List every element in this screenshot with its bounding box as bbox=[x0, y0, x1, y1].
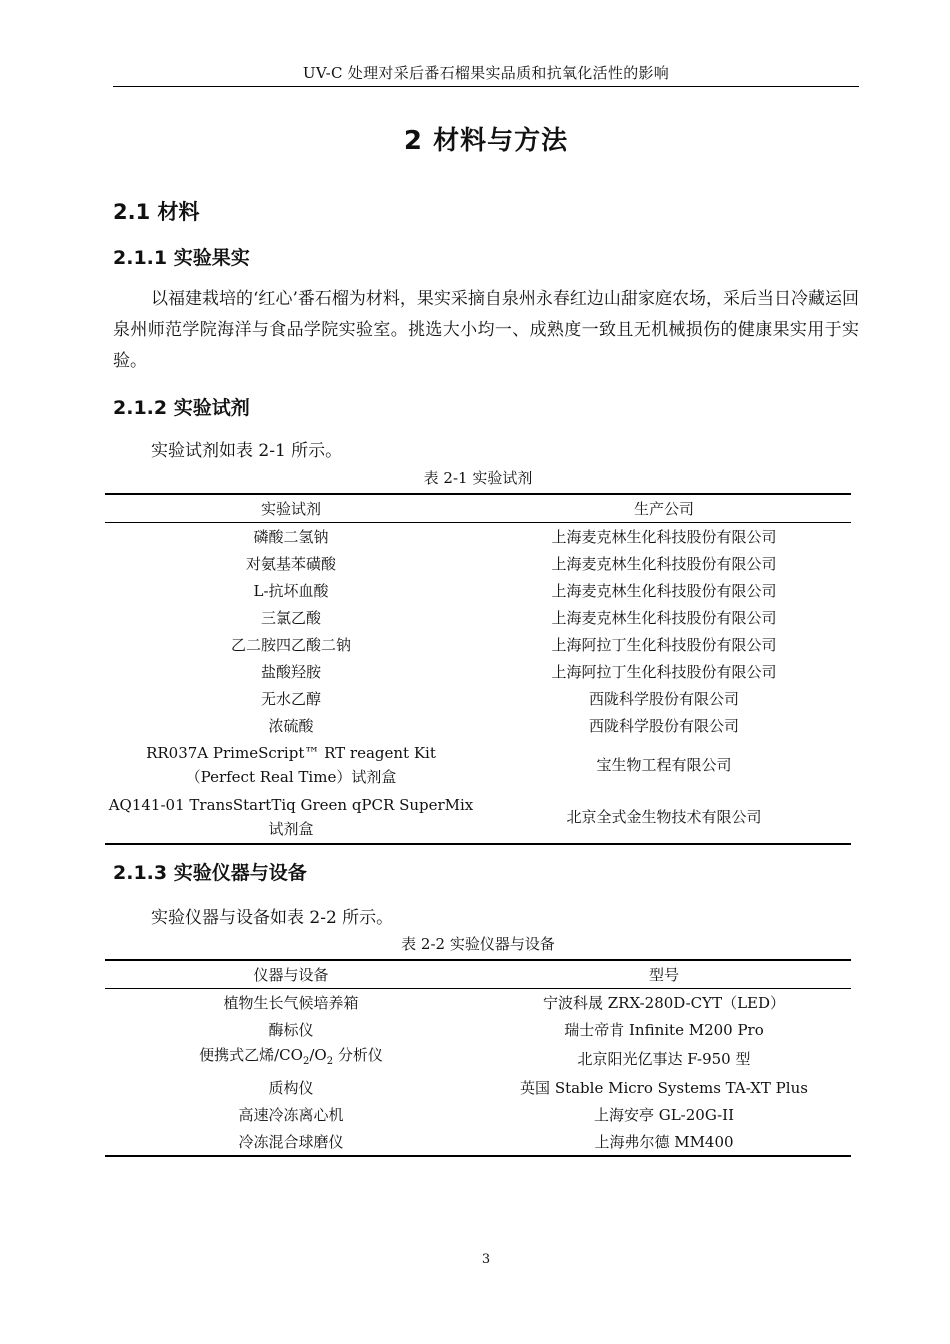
analyzer-name: /O bbox=[309, 1046, 327, 1064]
column-header: 型号 bbox=[477, 960, 851, 989]
company-cell: 上海阿拉丁生化科技股份有限公司 bbox=[551, 662, 777, 681]
table-row bbox=[105, 550, 851, 577]
instrument-cell: 高速冷冻离心机 bbox=[238, 1105, 344, 1124]
instruments-table bbox=[105, 959, 851, 1157]
company-cell: 西陇科学股份有限公司 bbox=[588, 716, 739, 735]
column-header: 生产公司 bbox=[477, 494, 851, 523]
chapter-title: 2 材料与方法 bbox=[403, 126, 569, 156]
company-cell: 上海麦克林生化科技股份有限公司 bbox=[551, 608, 777, 627]
model-cell: 瑞士帝肯 Infinite M200 Pro bbox=[564, 1020, 764, 1039]
column-header: 仪器与设备 bbox=[105, 960, 477, 989]
table-row bbox=[105, 712, 851, 739]
table-2-1-caption: 表 2-1 实验试剂 bbox=[423, 469, 533, 487]
reagents-intro: 实验试剂如表 2-1 所示。 bbox=[151, 441, 343, 461]
model-cell: 上海安亭 GL-20G-II bbox=[593, 1105, 735, 1124]
table-row bbox=[105, 1016, 851, 1043]
instrument-cell: 冷冻混合球磨仪 bbox=[238, 1132, 344, 1151]
analyzer-name: 分析仪 bbox=[333, 1046, 383, 1064]
table-row bbox=[105, 685, 851, 712]
table-row bbox=[105, 631, 851, 658]
section-heading-2-1: 2.1 材料 bbox=[113, 200, 200, 224]
reagent-cell: L-抗坏血酸 bbox=[253, 581, 329, 600]
table-row bbox=[105, 989, 851, 1017]
table-row bbox=[105, 523, 851, 551]
company-cell: 北京全式金生物技术有限公司 bbox=[566, 808, 762, 826]
reagent-cell bbox=[105, 739, 477, 791]
reagent-line: AQ141-01 TransStartTiq Green qPCR SuperMix bbox=[108, 796, 474, 814]
company-cell: 宝生物工程有限公司 bbox=[596, 756, 732, 774]
instrument-cell: 植物生长气候培养箱 bbox=[223, 993, 359, 1012]
page-number: 3 bbox=[481, 1252, 491, 1267]
table-row bbox=[105, 577, 851, 604]
reagent-cell: 浓硫酸 bbox=[268, 716, 314, 735]
section-heading-2-1-1: 2.1.1 实验果实 bbox=[113, 247, 250, 269]
reagents-table bbox=[105, 493, 851, 845]
table-row bbox=[105, 604, 851, 631]
model-cell: 北京阳光亿事达 F-950 型 bbox=[577, 1049, 751, 1068]
company-cell: 上海麦克林生化科技股份有限公司 bbox=[551, 527, 777, 546]
reagent-cell: 磷酸二氢钠 bbox=[253, 527, 329, 546]
table-row bbox=[105, 1101, 851, 1128]
instrument-cell: 质构仪 bbox=[268, 1078, 314, 1097]
company-cell: 上海麦克林生化科技股份有限公司 bbox=[551, 554, 777, 573]
table-row bbox=[105, 1043, 851, 1074]
instrument-cell: 酶标仪 bbox=[268, 1020, 314, 1039]
running-header: UV-C 处理对采后番石榴果实品质和抗氧化活性的影响 bbox=[302, 64, 670, 82]
table-2-2-caption: 表 2-2 实验仪器与设备 bbox=[401, 935, 555, 953]
subscript: 2 bbox=[302, 1056, 310, 1067]
company-cell: 西陇科学股份有限公司 bbox=[588, 689, 739, 708]
header-rule bbox=[113, 86, 859, 87]
model-cell: 英国 Stable Micro Systems TA-XT Plus bbox=[520, 1078, 808, 1097]
reagent-cell: 三氯乙酸 bbox=[260, 608, 321, 627]
subscript: 2 bbox=[326, 1056, 334, 1067]
table-row bbox=[105, 1128, 851, 1156]
section-heading-2-1-3: 2.1.3 实验仪器与设备 bbox=[113, 862, 307, 884]
reagent-cell bbox=[105, 791, 477, 844]
table-row bbox=[105, 791, 851, 844]
instruments-intro: 实验仪器与设备如表 2-2 所示。 bbox=[151, 908, 394, 928]
reagent-cell: 无水乙醇 bbox=[260, 689, 321, 708]
model-cell: 上海弗尔德 MM400 bbox=[594, 1132, 734, 1151]
section-heading-2-1-2: 2.1.2 实验试剂 bbox=[113, 397, 250, 419]
column-header: 实验试剂 bbox=[105, 494, 477, 523]
reagent-line: RR037A PrimeScript™ RT reagent Kit bbox=[146, 744, 436, 762]
company-cell: 上海阿拉丁生化科技股份有限公司 bbox=[551, 635, 777, 654]
reagent-cell: 乙二胺四乙酸二钠 bbox=[230, 635, 351, 654]
instrument-cell bbox=[105, 1043, 477, 1074]
reagent-cell: 盐酸羟胺 bbox=[260, 662, 321, 681]
reagent-cell: 对氨基苯磺酸 bbox=[245, 554, 336, 573]
paragraph-fruit: 以福建栽培的‘红心’番石榴为材料，果实采摘自泉州永春红边山甜家庭农场，采后当日冷藏运回泉州师范学院海洋与食品学院实验室。挑选大小均一、成熟度一致且无机械损伤的健康果实用于实验。 bbox=[113, 289, 859, 371]
table-row bbox=[105, 739, 851, 791]
reagent-line: （Perfect Real Time）试剂盒 bbox=[185, 768, 397, 786]
table-row bbox=[105, 1074, 851, 1101]
analyzer-name: 便携式乙烯/CO bbox=[199, 1046, 303, 1064]
reagent-line: 试剂盒 bbox=[268, 820, 314, 838]
model-cell: 宁波科晟 ZRX-280D-CYT（LED） bbox=[542, 993, 786, 1012]
company-cell: 上海麦克林生化科技股份有限公司 bbox=[551, 581, 777, 600]
table-row bbox=[105, 658, 851, 685]
